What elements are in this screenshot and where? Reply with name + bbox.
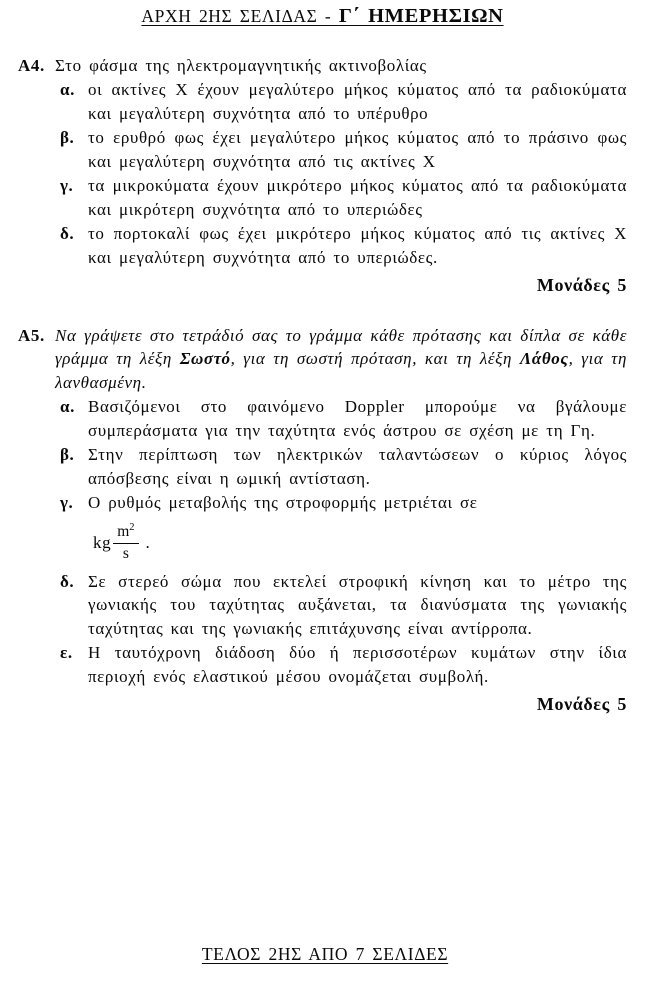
- question-a5-number: Α5.: [18, 325, 45, 345]
- option-row-d: [55, 222, 627, 269]
- option-letter: δ.: [60, 224, 75, 243]
- section-gap: [18, 298, 627, 324]
- option-text: οι ακτίνες Χ έχουν μεγαλύτερο μήκος κύματος από τα ραδιοκύματα και μεγαλύτερη συχνότητα από το υπέρυθρο: [88, 80, 627, 123]
- page-footer: ΤΕΛΟΣ 2ΗΣ ΑΠΟ 7 ΣΕΛΙΔΕΣ: [201, 943, 449, 964]
- numerator-exponent: 2: [129, 522, 135, 534]
- question-a5-intro: [55, 324, 627, 395]
- option-text: Ο ρυθμός μεταβολής της στροφορμής μετριέται σε: [88, 493, 478, 512]
- option-letter: β.: [60, 445, 75, 464]
- option-letter: β.: [60, 128, 75, 147]
- option-letter: δ.: [60, 571, 75, 591]
- option-text: Βασιζόμενοι στο φαινόμενο Doppler μπορούμε να βγάλουμε συμπεράσματα για την ταχύτητα ενός άστρου σε σχέση με τη Γη.: [88, 397, 627, 440]
- keyword-wrong: Λάθος: [519, 349, 569, 368]
- option-text: Σε στερεό σώμα που εκτελεί στροφική κίνηση και το μέτρο της γωνιακής του ταχύτητας αυξάνεται, τα διανύσματα της γωνιακής ταχύτητας και της γωνιακής επιτάχυνσης είναι αντίρροπα.: [88, 571, 627, 638]
- keyword-correct: Σωστό: [179, 349, 231, 368]
- option-letter: ε.: [60, 643, 73, 662]
- intro-segment: , για τη σωστή πρόταση, και τη λέξη: [230, 349, 520, 368]
- numerator-base: m: [117, 523, 130, 541]
- option-row-a: [55, 78, 627, 125]
- question-a5-options: [55, 395, 627, 688]
- option-row-a: [55, 395, 627, 442]
- page-header: [18, 5, 627, 29]
- points-label-a5: Μονάδες 5: [536, 694, 627, 714]
- option-row-e: [55, 641, 627, 688]
- question-a4: [18, 54, 627, 270]
- option-letter: γ.: [60, 493, 74, 512]
- page-header-prefix: ΑΡΧΗ 2ΗΣ ΣΕΛΙΔΑΣ -: [141, 6, 339, 26]
- option-text: Στην περίπτωση των ηλεκτρικών ταλαντώσεων ο κύριος λόγος απόσβεσης είναι η ωμική αντίσταση.: [88, 445, 627, 488]
- intro-segment: , για τη λανθασμένη.: [55, 349, 627, 392]
- page-header-edition: Γ΄ ΗΜΕΡΗΣΙΩΝ: [338, 5, 504, 27]
- option-text: το πορτοκαλί φως έχει μικρότερο μήκος κύματος από τις ακτίνες Χ και μεγαλύτερη συχνότητα από το υπεριώδες.: [88, 224, 627, 267]
- points-label-a4: Μονάδες 5: [536, 275, 627, 295]
- fraction-numerator: [113, 522, 138, 544]
- option-text: το ερυθρό φως έχει μεγαλύτερο μήκος κύματος από το πράσινο φως και μεγαλύτερη συχνότητα από τις ακτίνες Χ: [88, 128, 627, 171]
- option-text: τα μικροκύματα έχουν μικρότερο μήκος κύματος από τα ραδιοκύματα και μικρότερη συχνότητα από το υπεριώδες: [88, 176, 627, 219]
- option-letter: γ.: [60, 176, 74, 195]
- option-letter: α.: [60, 397, 75, 416]
- option-row-b: [55, 443, 627, 490]
- option-letter: α.: [60, 80, 75, 99]
- fraction-denominator: s: [122, 545, 129, 563]
- si-unit-formula: [93, 520, 627, 567]
- intro-segment: Να γράψετε στο τετράδιό σας το γράμμα κάθε πρότασης και δίπλα σε κάθε γράμμα τη λέξη: [55, 325, 627, 368]
- option-text: Η ταυτόχρονη διάδοση δύο ή περισσοτέρων κυμάτων στην ίδια περιοχή ενός ελαστικού μέσου ονομάζεται συμβολή.: [88, 643, 627, 686]
- formula-fraction: [113, 522, 138, 563]
- option-row-c: [55, 491, 627, 567]
- question-a4-options: [55, 78, 627, 269]
- formula-coefficient: kg: [93, 533, 112, 553]
- option-row-d: [55, 570, 627, 641]
- question-a5: [18, 324, 627, 689]
- question-a4-intro: Στο φάσμα της ηλεκτρομαγνητικής ακτινοβολίας: [55, 55, 427, 75]
- option-row-c: [55, 174, 627, 221]
- question-a4-number: Α4.: [18, 55, 45, 75]
- formula-suffix: .: [145, 533, 151, 553]
- option-row-b: [55, 126, 627, 173]
